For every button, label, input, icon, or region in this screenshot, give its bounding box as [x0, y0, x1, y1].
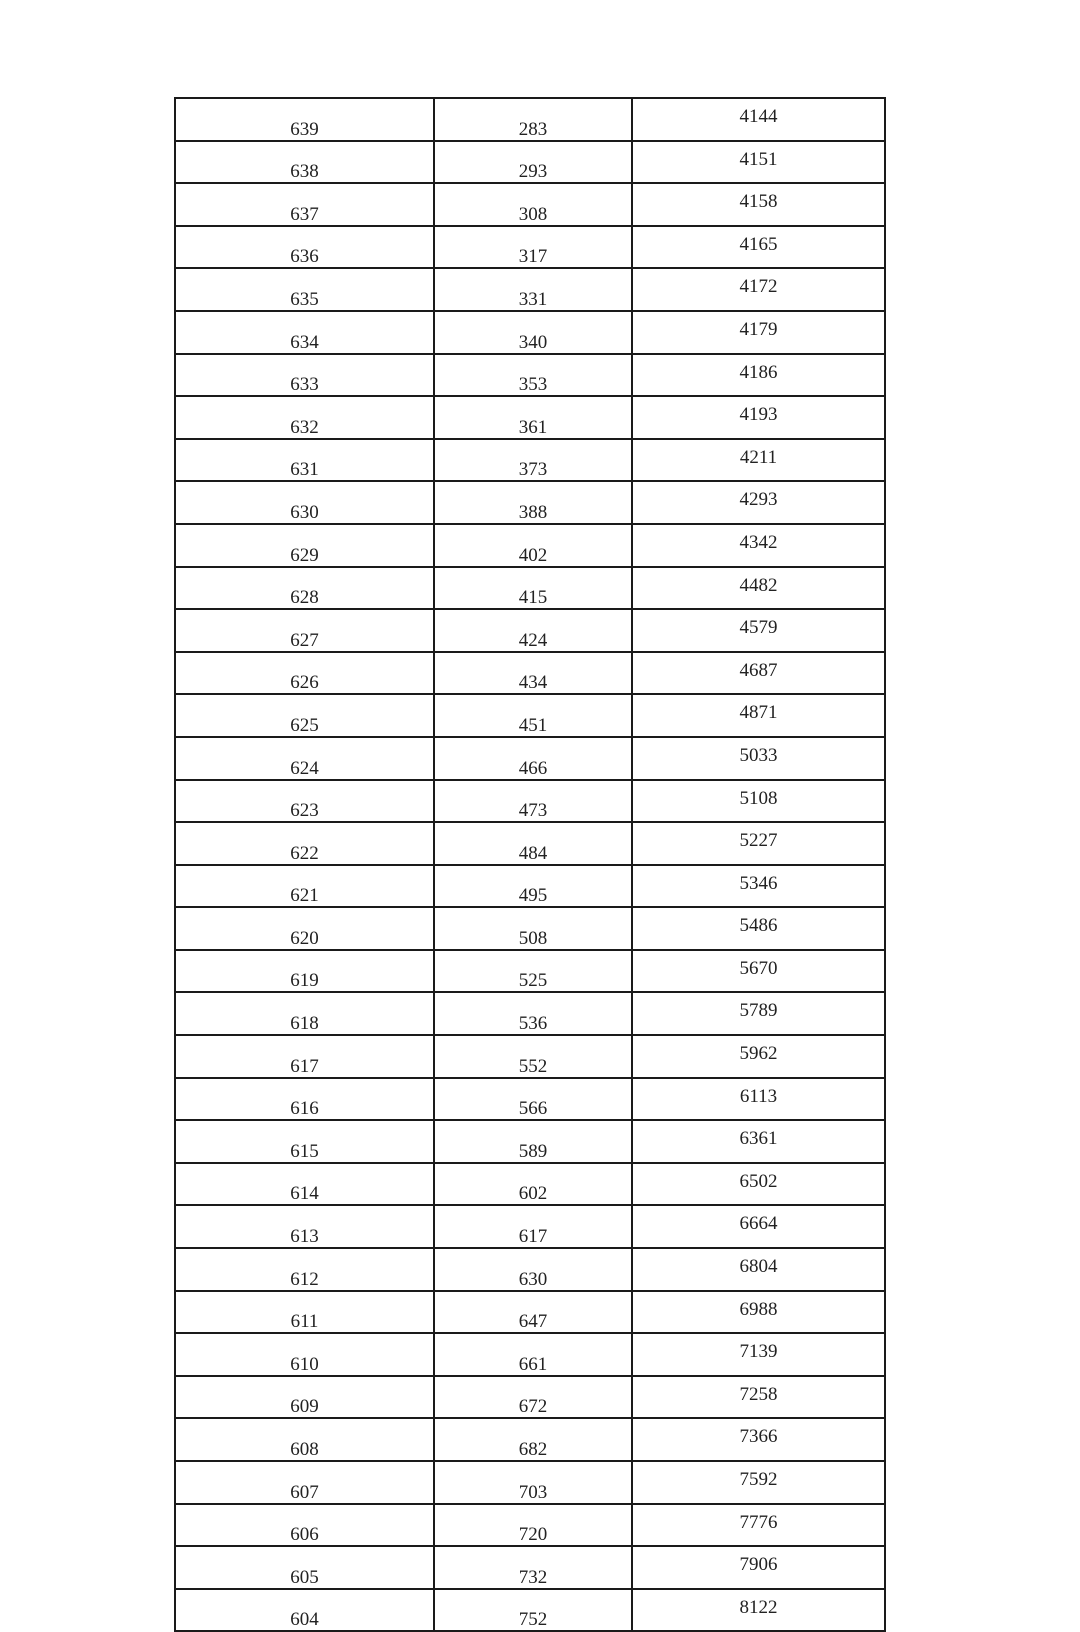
count-cell	[434, 652, 632, 695]
score-cell	[175, 1078, 434, 1121]
count-cell	[434, 609, 632, 652]
count-cell	[434, 992, 632, 1035]
table-row	[175, 822, 885, 865]
cell-value: 4151	[739, 148, 778, 170]
cell-value: 4193	[739, 404, 778, 426]
count-cell	[434, 1078, 632, 1121]
table-row	[175, 992, 885, 1035]
cell-value: 495	[518, 885, 548, 907]
cumulative-cell	[632, 609, 885, 652]
cell-value: 624	[290, 757, 319, 779]
table-row	[175, 780, 885, 823]
cell-value: 615	[290, 1140, 319, 1162]
table-row	[175, 98, 885, 141]
count-cell	[434, 1248, 632, 1291]
cell-value: 5486	[739, 915, 778, 937]
score-table-container	[174, 97, 884, 1632]
table-row	[175, 1120, 885, 1163]
cell-value: 635	[290, 288, 319, 310]
score-cell	[175, 1035, 434, 1078]
cell-value: 633	[290, 374, 319, 396]
cell-value: 5670	[739, 957, 778, 979]
cumulative-cell	[632, 1163, 885, 1206]
cell-value: 632	[290, 416, 319, 438]
table-row	[175, 1078, 885, 1121]
cell-value: 308	[518, 203, 548, 225]
cell-value: 6988	[739, 1298, 778, 1320]
cell-value: 4158	[739, 191, 778, 213]
score-cell	[175, 865, 434, 908]
score-cell	[175, 567, 434, 610]
table-row	[175, 694, 885, 737]
cumulative-cell	[632, 1418, 885, 1461]
cell-value: 317	[518, 246, 548, 268]
score-cell	[175, 609, 434, 652]
count-cell	[434, 694, 632, 737]
cell-value: 373	[518, 459, 548, 481]
cell-value: 4144	[739, 106, 778, 127]
cumulative-cell	[632, 183, 885, 226]
cumulative-cell	[632, 1035, 885, 1078]
cumulative-cell	[632, 1291, 885, 1334]
cell-value: 7258	[739, 1383, 778, 1405]
score-cell	[175, 524, 434, 567]
cell-value: 402	[518, 544, 548, 566]
score-cell	[175, 1376, 434, 1419]
cell-value: 602	[518, 1183, 548, 1205]
cell-value: 7139	[739, 1341, 778, 1363]
score-cell	[175, 1546, 434, 1589]
cell-value: 6361	[739, 1128, 778, 1150]
table-row	[175, 1035, 885, 1078]
table-row	[175, 1248, 885, 1291]
cell-value: 612	[290, 1268, 319, 1290]
count-cell	[434, 268, 632, 311]
cell-value: 7366	[739, 1426, 778, 1448]
score-cell	[175, 226, 434, 269]
cell-value: 682	[518, 1439, 548, 1460]
cell-value: 618	[290, 1013, 319, 1035]
score-cell	[175, 1120, 434, 1163]
count-cell	[434, 822, 632, 865]
score-cell	[175, 481, 434, 524]
cell-value: 340	[518, 331, 548, 353]
cell-value: 611	[290, 1311, 319, 1333]
cumulative-cell	[632, 652, 885, 695]
cell-value: 630	[518, 1268, 548, 1290]
table-row	[175, 907, 885, 950]
cumulative-cell	[632, 1546, 885, 1589]
table-row	[175, 1333, 885, 1376]
cell-value: 631	[290, 459, 319, 481]
cell-value: 283	[518, 118, 548, 140]
cumulative-cell	[632, 950, 885, 993]
table-row	[175, 737, 885, 780]
score-cell	[175, 652, 434, 695]
count-cell	[434, 439, 632, 482]
count-cell	[434, 98, 632, 141]
score-cell	[175, 439, 434, 482]
score-cell	[175, 1248, 434, 1291]
cell-value: 5346	[739, 872, 778, 894]
score-table-body	[175, 98, 885, 1631]
cell-value: 7906	[739, 1554, 778, 1576]
score-cell	[175, 98, 434, 141]
cell-value: 605	[290, 1566, 319, 1588]
table-row	[175, 439, 885, 482]
score-cell	[175, 694, 434, 737]
cell-value: 4165	[739, 233, 778, 255]
cumulative-cell	[632, 311, 885, 354]
count-cell	[434, 1205, 632, 1248]
cell-value: 606	[290, 1524, 319, 1546]
score-cell	[175, 141, 434, 184]
cell-value: 525	[518, 970, 548, 992]
table-row	[175, 141, 885, 184]
cell-value: 7776	[739, 1511, 778, 1533]
cell-value: 608	[290, 1439, 319, 1460]
cell-value: 424	[518, 629, 548, 651]
cell-value: 5108	[739, 787, 778, 809]
cumulative-cell	[632, 1078, 885, 1121]
cell-value: 415	[518, 587, 548, 609]
score-cell	[175, 907, 434, 950]
cell-value: 5227	[739, 830, 778, 852]
score-cell	[175, 950, 434, 993]
count-cell	[434, 1418, 632, 1461]
cell-value: 4186	[739, 361, 778, 383]
count-cell	[434, 1291, 632, 1334]
score-cell	[175, 268, 434, 311]
table-row	[175, 1376, 885, 1419]
cell-value: 627	[290, 629, 319, 651]
count-cell	[434, 1504, 632, 1547]
cumulative-cell	[632, 694, 885, 737]
cell-value: 703	[518, 1481, 548, 1503]
table-row	[175, 950, 885, 993]
cumulative-cell	[632, 1461, 885, 1504]
count-cell	[434, 183, 632, 226]
cell-value: 639	[290, 118, 319, 140]
score-table	[174, 97, 886, 1632]
count-cell	[434, 396, 632, 439]
score-cell	[175, 1291, 434, 1334]
score-cell	[175, 780, 434, 823]
table-row	[175, 311, 885, 354]
cell-value: 7592	[739, 1469, 778, 1490]
cumulative-cell	[632, 354, 885, 397]
count-cell	[434, 354, 632, 397]
score-cell	[175, 992, 434, 1035]
cell-value: 434	[518, 672, 548, 694]
cumulative-cell	[632, 992, 885, 1035]
cumulative-cell	[632, 737, 885, 780]
cell-value: 626	[290, 672, 319, 694]
cell-value: 8122	[739, 1596, 778, 1618]
score-cell	[175, 1589, 434, 1632]
cell-value: 637	[290, 203, 319, 225]
cumulative-cell	[632, 439, 885, 482]
table-row	[175, 481, 885, 524]
cell-value: 623	[290, 800, 319, 822]
cumulative-cell	[632, 567, 885, 610]
count-cell	[434, 1120, 632, 1163]
count-cell	[434, 141, 632, 184]
count-cell	[434, 567, 632, 610]
cell-value: 589	[518, 1140, 548, 1162]
cell-value: 617	[518, 1226, 548, 1248]
count-cell	[434, 1546, 632, 1589]
cell-value: 6502	[739, 1170, 778, 1192]
cumulative-cell	[632, 524, 885, 567]
cell-value: 361	[518, 416, 548, 438]
cell-value: 620	[290, 927, 319, 949]
cell-value: 4871	[739, 702, 778, 724]
table-row	[175, 567, 885, 610]
score-cell	[175, 354, 434, 397]
score-cell	[175, 1205, 434, 1248]
count-cell	[434, 1163, 632, 1206]
table-row	[175, 1504, 885, 1547]
count-cell	[434, 1589, 632, 1632]
table-row	[175, 183, 885, 226]
table-row	[175, 396, 885, 439]
cell-value: 610	[290, 1353, 319, 1375]
table-row	[175, 268, 885, 311]
cumulative-cell	[632, 1376, 885, 1419]
table-row	[175, 1418, 885, 1461]
score-cell	[175, 822, 434, 865]
cell-value: 604	[290, 1609, 319, 1631]
table-row	[175, 1291, 885, 1334]
cell-value: 625	[290, 714, 319, 736]
cell-value: 473	[518, 800, 548, 822]
cell-value: 616	[290, 1098, 319, 1120]
cell-value: 4179	[739, 318, 778, 340]
count-cell	[434, 950, 632, 993]
count-cell	[434, 524, 632, 567]
table-row	[175, 1163, 885, 1206]
cell-value: 508	[518, 927, 548, 949]
count-cell	[434, 481, 632, 524]
cell-value: 451	[518, 714, 548, 736]
score-cell	[175, 311, 434, 354]
table-row	[175, 1546, 885, 1589]
cell-value: 628	[290, 587, 319, 609]
table-row	[175, 226, 885, 269]
cell-value: 752	[518, 1609, 548, 1631]
count-cell	[434, 907, 632, 950]
cell-value: 484	[518, 842, 548, 864]
cumulative-cell	[632, 1205, 885, 1248]
cell-value: 647	[518, 1311, 548, 1333]
score-cell	[175, 1461, 434, 1504]
count-cell	[434, 1035, 632, 1078]
cell-value: 636	[290, 246, 319, 268]
cumulative-cell	[632, 822, 885, 865]
table-row	[175, 609, 885, 652]
score-cell	[175, 1333, 434, 1376]
table-row	[175, 1461, 885, 1504]
cumulative-cell	[632, 226, 885, 269]
table-row	[175, 652, 885, 695]
cumulative-cell	[632, 141, 885, 184]
cell-value: 4293	[739, 489, 778, 511]
cell-value: 5033	[739, 744, 778, 766]
cell-value: 622	[290, 842, 319, 864]
table-row	[175, 354, 885, 397]
cumulative-cell	[632, 1120, 885, 1163]
score-cell	[175, 1163, 434, 1206]
cumulative-cell	[632, 780, 885, 823]
score-cell	[175, 1504, 434, 1547]
cell-value: 4172	[739, 276, 778, 298]
cell-value: 4687	[739, 659, 778, 681]
count-cell	[434, 865, 632, 908]
cell-value: 609	[290, 1396, 319, 1418]
cumulative-cell	[632, 396, 885, 439]
cell-value: 630	[290, 501, 319, 523]
cell-value: 6804	[739, 1256, 778, 1278]
cumulative-cell	[632, 1504, 885, 1547]
cell-value: 672	[518, 1396, 548, 1418]
count-cell	[434, 1376, 632, 1419]
cell-value: 353	[518, 374, 548, 396]
cell-value: 293	[518, 161, 548, 183]
cell-value: 613	[290, 1226, 319, 1248]
cumulative-cell	[632, 1333, 885, 1376]
count-cell	[434, 311, 632, 354]
cumulative-cell	[632, 907, 885, 950]
cell-value: 617	[290, 1055, 319, 1077]
cumulative-cell	[632, 1589, 885, 1632]
cell-value: 4211	[739, 446, 778, 468]
cell-value: 536	[518, 1013, 548, 1035]
count-cell	[434, 780, 632, 823]
cell-value: 566	[518, 1098, 548, 1120]
cell-value: 5789	[739, 1000, 778, 1022]
cumulative-cell	[632, 98, 885, 141]
count-cell	[434, 1461, 632, 1504]
cell-value: 4482	[739, 574, 778, 596]
cell-value: 4342	[739, 531, 778, 553]
count-cell	[434, 1333, 632, 1376]
table-row	[175, 1205, 885, 1248]
cell-value: 661	[518, 1353, 548, 1375]
cell-value: 607	[290, 1481, 319, 1503]
score-cell	[175, 396, 434, 439]
table-row	[175, 865, 885, 908]
cell-value: 638	[290, 161, 319, 183]
cell-value: 6664	[739, 1213, 778, 1235]
cell-value: 720	[518, 1524, 548, 1546]
cumulative-cell	[632, 481, 885, 524]
cell-value: 331	[518, 288, 548, 310]
cell-value: 732	[518, 1566, 548, 1588]
table-row	[175, 1589, 885, 1632]
count-cell	[434, 226, 632, 269]
cell-value: 4579	[739, 617, 778, 639]
cumulative-cell	[632, 865, 885, 908]
score-cell	[175, 737, 434, 780]
count-cell	[434, 737, 632, 780]
cell-value: 5962	[739, 1043, 778, 1065]
table-row	[175, 524, 885, 567]
score-cell	[175, 183, 434, 226]
cell-value: 634	[290, 331, 319, 353]
cell-value: 614	[290, 1183, 319, 1205]
cell-value: 621	[290, 885, 319, 907]
cell-value: 619	[290, 970, 319, 992]
cell-value: 629	[290, 544, 319, 566]
cell-value: 6113	[739, 1085, 778, 1107]
cumulative-cell	[632, 1248, 885, 1291]
cell-value: 388	[518, 501, 548, 523]
cell-value: 552	[518, 1055, 548, 1077]
score-cell	[175, 1418, 434, 1461]
cell-value: 466	[518, 757, 548, 779]
cumulative-cell	[632, 268, 885, 311]
